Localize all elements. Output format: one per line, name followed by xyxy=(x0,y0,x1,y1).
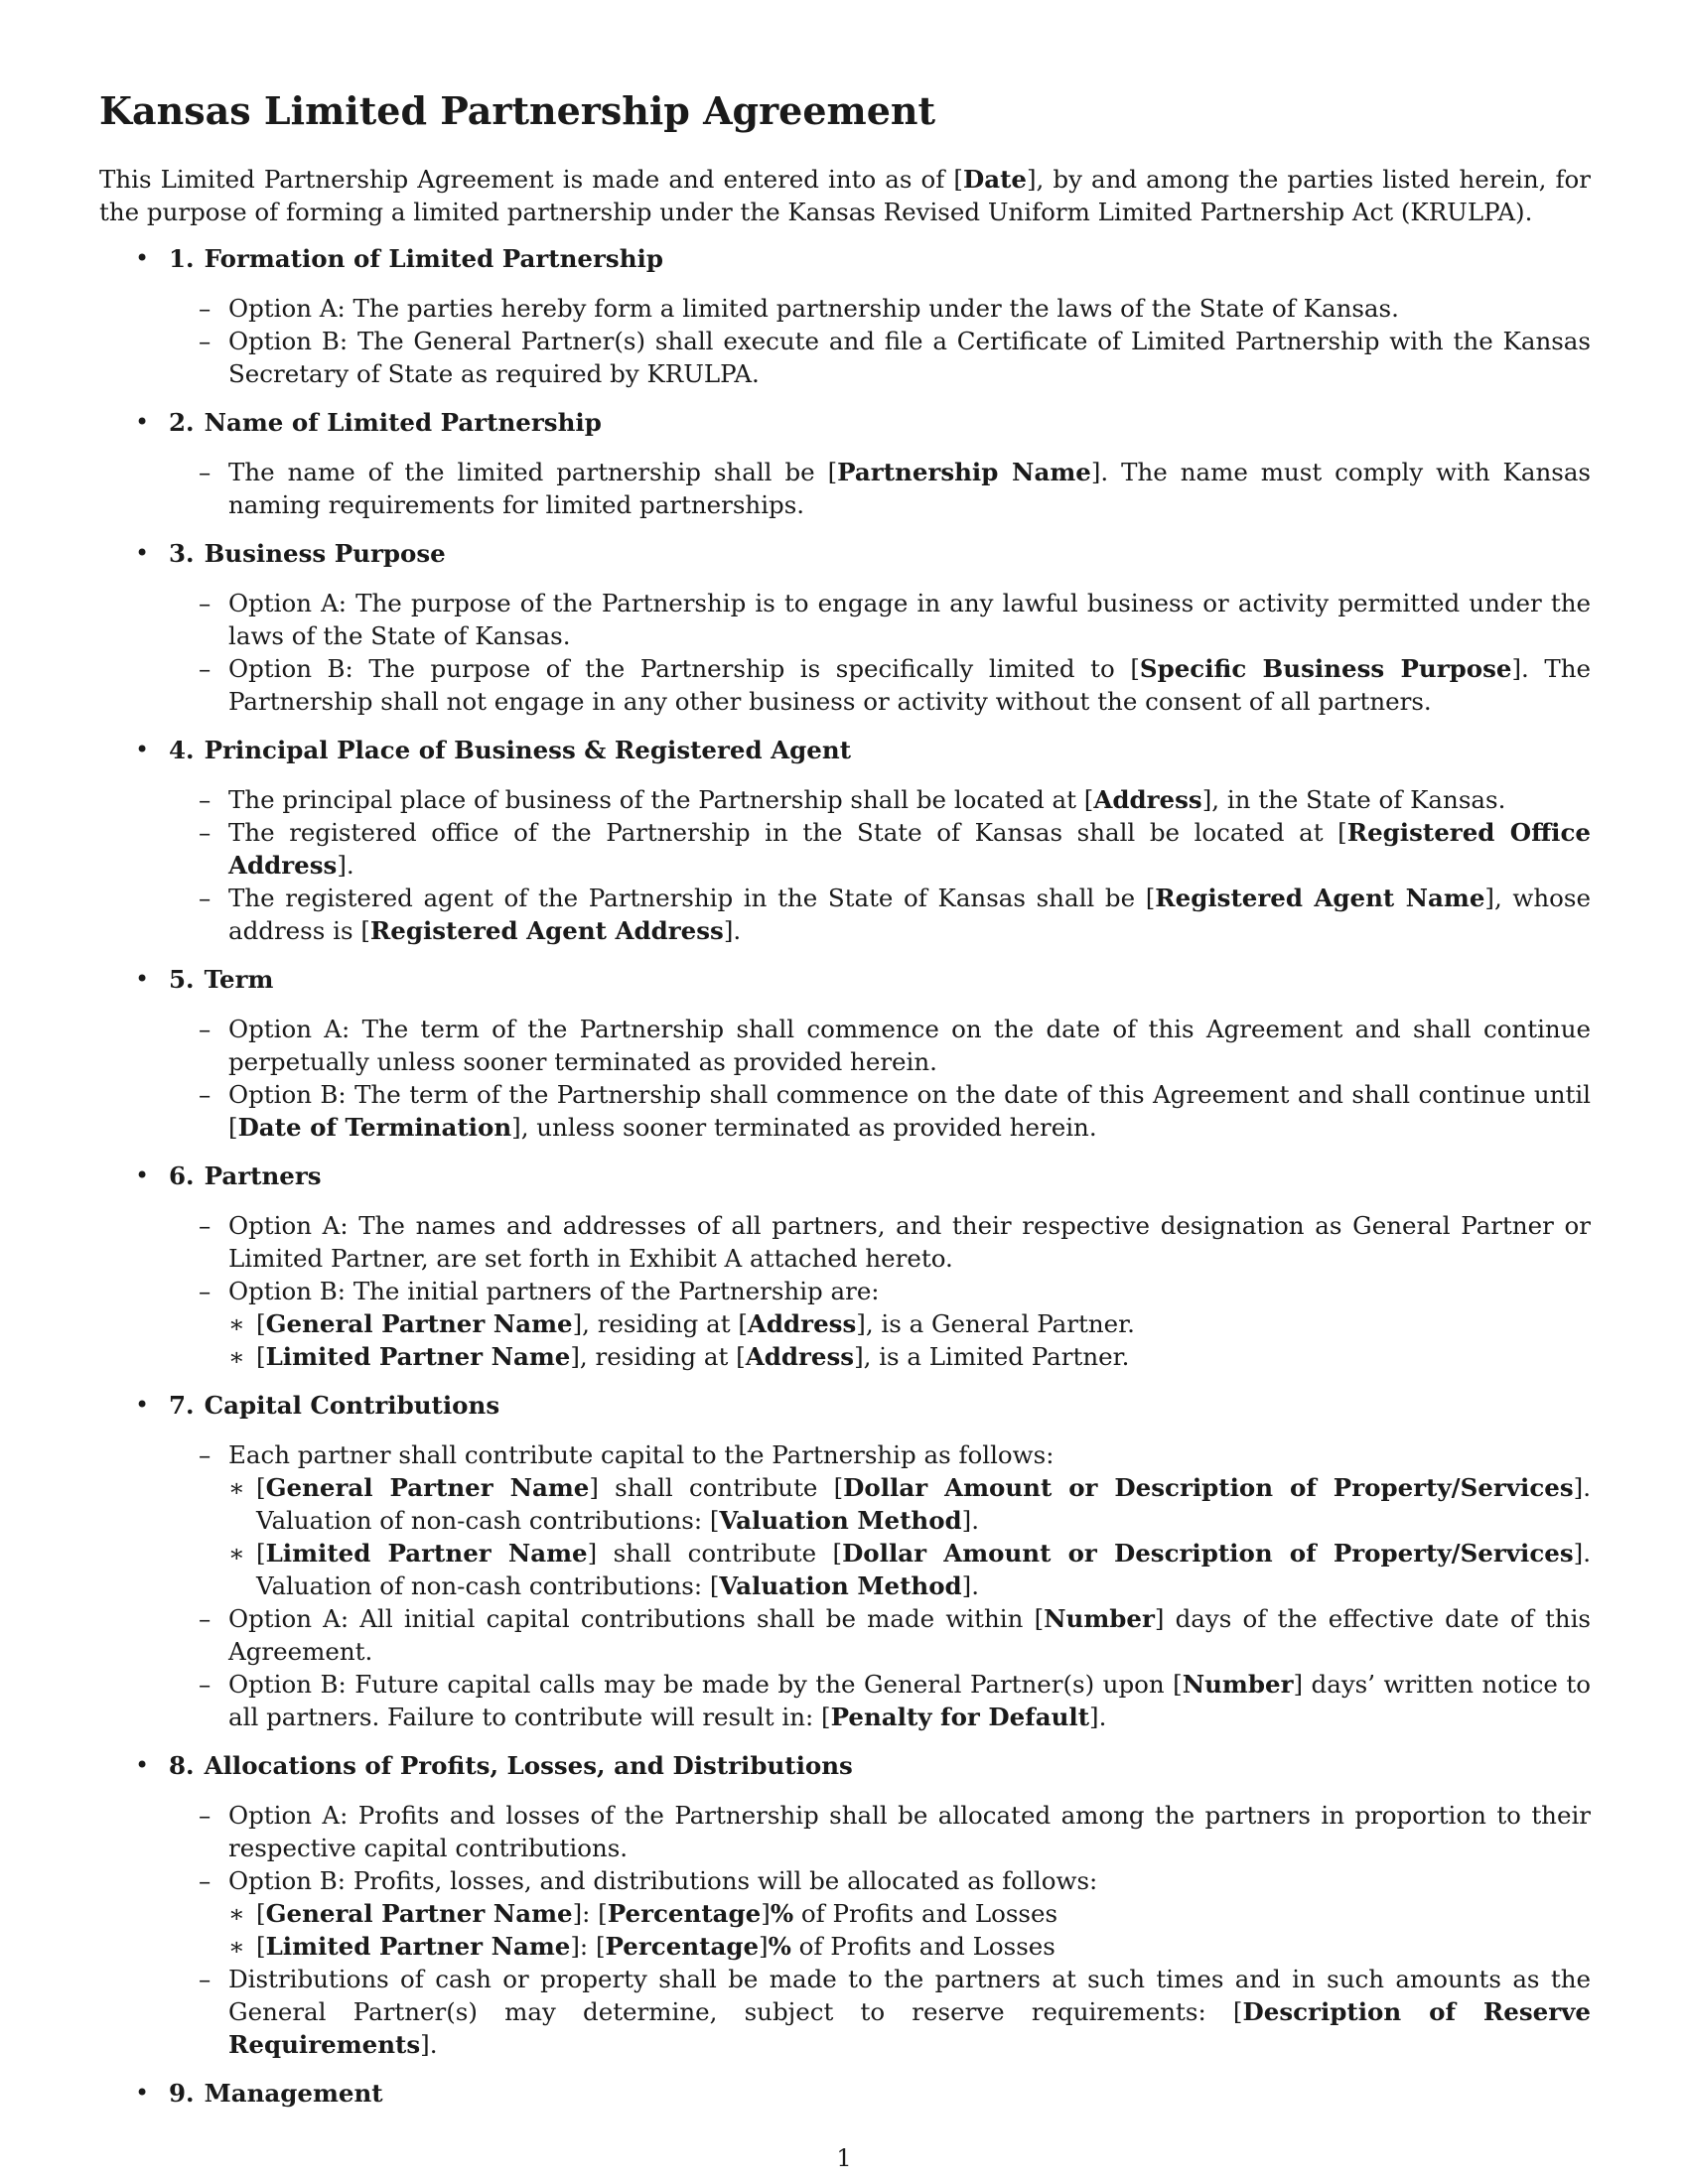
dash-icon: – xyxy=(199,818,211,847)
text-run: Distributions of cash or property shall be made to the partners at such times and in such amounts as the General Partner(s) may determine, subject to reserve requirements: [ xyxy=(228,1965,1591,2026)
placeholder-field: General Partner Name xyxy=(265,1473,590,1502)
bullet-icon: • xyxy=(135,736,150,763)
text-run: ]. xyxy=(961,1506,980,1535)
text-run: Option B: Profits, losses, and distributions will be allocated as follows: xyxy=(228,1866,1098,1895)
text-run: Option A: All initial capital contributions shall be made within [ xyxy=(228,1604,1045,1633)
section-number: 9. xyxy=(169,2079,195,2108)
placeholder-field: General Partner Name xyxy=(265,1309,573,1338)
text-run: ] xyxy=(761,1899,771,1928)
list-item xyxy=(169,1013,1591,1078)
text-run: ], whose address is [ xyxy=(228,884,1591,945)
asterisk-icon: ∗ xyxy=(228,1899,245,1928)
bullet-icon: • xyxy=(135,965,150,993)
section-heading xyxy=(169,537,1591,570)
list-item xyxy=(169,1864,1591,1963)
placeholder-field: % xyxy=(768,1932,791,1961)
item-text xyxy=(228,1604,1591,1666)
text-run: ], unless sooner terminated as provided herein. xyxy=(511,1113,1097,1142)
item-text xyxy=(228,1015,1591,1076)
list-item xyxy=(169,325,1591,390)
list-item xyxy=(169,456,1591,521)
intro-paragraph xyxy=(99,163,1591,228)
placeholder-field: Limited Partner Name xyxy=(265,1539,588,1568)
sub-list-item xyxy=(228,1307,1591,1340)
section-2 xyxy=(99,406,1591,521)
asterisk-icon: ∗ xyxy=(228,1309,245,1338)
section-items xyxy=(169,292,1591,390)
text-run: The principal place of business of the Partnership shall be located at [ xyxy=(228,785,1094,814)
bullet-icon: • xyxy=(135,408,150,436)
asterisk-icon: ∗ xyxy=(228,1473,245,1502)
asterisk-icon: ∗ xyxy=(228,1539,245,1568)
item-text xyxy=(228,1211,1591,1273)
section-number: 1. xyxy=(169,244,195,273)
section-number: 5. xyxy=(169,965,195,994)
section-3 xyxy=(99,537,1591,718)
sub-item-text xyxy=(256,1342,1129,1371)
section-title: Allocations of Profits, Losses, and Distributions xyxy=(204,1751,853,1780)
text-run: ]: [ xyxy=(570,1932,606,1961)
list-item xyxy=(169,1438,1591,1602)
list-item xyxy=(169,652,1591,718)
section-title: Management xyxy=(204,2079,383,2108)
text-run: [ xyxy=(256,1899,266,1928)
section-items xyxy=(169,1209,1591,1373)
document-page xyxy=(99,85,1591,2126)
section-number: 6. xyxy=(169,1161,195,1190)
sub-list xyxy=(228,1471,1591,1602)
list-item xyxy=(169,816,1591,882)
sub-list-item xyxy=(228,1471,1591,1537)
dash-icon: – xyxy=(199,1801,211,1830)
section-title: Capital Contributions xyxy=(204,1391,500,1420)
section-items xyxy=(169,456,1591,521)
list-item xyxy=(169,882,1591,947)
placeholder-field: Date of Termination xyxy=(237,1113,512,1142)
dash-icon: – xyxy=(199,1440,211,1469)
section-items xyxy=(169,783,1591,947)
document-title: Kansas Limited Partnership Agreement xyxy=(99,88,936,133)
text-run: ], residing at [ xyxy=(570,1342,746,1371)
section-number: 7. xyxy=(169,1391,195,1420)
dash-icon: – xyxy=(199,884,211,912)
placeholder-field: Penalty for Default xyxy=(830,1703,1090,1731)
list-item xyxy=(169,783,1591,816)
item-text xyxy=(228,654,1591,716)
text-run: ] shall contribute [ xyxy=(587,1539,843,1568)
section-number: 2. xyxy=(169,408,195,437)
dash-icon: – xyxy=(199,1080,211,1109)
sub-item-text xyxy=(256,1309,1135,1338)
text-run: ]. Valuation of non-cash contributions: [ xyxy=(256,1539,1592,1600)
placeholder-field: Registered Agent Address xyxy=(369,916,724,945)
section-title: Principal Place of Business & Registered Agent xyxy=(204,736,852,764)
item-text xyxy=(228,818,1591,880)
text-run: ] xyxy=(759,1932,769,1961)
section-heading xyxy=(169,1749,1591,1782)
text-run: [ xyxy=(256,1932,266,1961)
list-item xyxy=(169,1963,1591,2061)
text-run: ], residing at [ xyxy=(572,1309,748,1338)
sub-item-text xyxy=(256,1932,1055,1961)
placeholder-field: Specific Business Purpose xyxy=(1139,654,1512,683)
text-run: ]. xyxy=(420,2030,438,2059)
text-run: of Profits and Losses xyxy=(793,1899,1058,1928)
list-item xyxy=(169,292,1591,325)
text-run: Option A: The parties hereby form a limited partnership under the laws of the State of Kansas. xyxy=(228,294,1399,323)
list-item xyxy=(169,1209,1591,1275)
item-text xyxy=(228,1080,1591,1142)
item-text xyxy=(228,1440,1054,1469)
sub-list xyxy=(228,1897,1591,1963)
text-run: ]: [ xyxy=(572,1899,608,1928)
text-run: ]. xyxy=(1089,1703,1107,1731)
item-text xyxy=(228,1277,880,1305)
item-text xyxy=(228,1670,1591,1731)
section-6 xyxy=(99,1160,1591,1373)
section-title: Partners xyxy=(204,1161,322,1190)
text-run: ]. xyxy=(961,1571,980,1600)
text-run: ], by and among the parties listed herein, for the purpose of forming a limited partnership under the Kansas Revised Uniform Limited Partnership Act (KRULPA). xyxy=(99,165,1591,226)
dash-icon: – xyxy=(199,654,211,683)
section-8 xyxy=(99,1749,1591,2061)
section-heading xyxy=(169,242,1591,275)
placeholder-field: Description of Reserve Requirements xyxy=(228,1997,1591,2059)
bullet-icon: • xyxy=(135,1751,150,1779)
dash-icon: – xyxy=(199,1211,211,1240)
placeholder-field: % xyxy=(770,1899,794,1928)
text-run: ]. The name must comply with Kansas naming requirements for limited partnerships. xyxy=(228,458,1592,519)
placeholder-field: Address xyxy=(745,1342,855,1371)
section-4 xyxy=(99,734,1591,947)
sub-list-item xyxy=(228,1340,1591,1373)
placeholder-field: Registered Agent Name xyxy=(1155,884,1485,912)
dash-icon: – xyxy=(199,1604,211,1633)
section-heading xyxy=(169,1160,1591,1192)
sub-item-text xyxy=(256,1539,1591,1600)
list-item xyxy=(169,1078,1591,1144)
text-run: ], in the State of Kansas. xyxy=(1201,785,1506,814)
list-item xyxy=(169,1668,1591,1733)
bullet-icon: • xyxy=(135,244,150,272)
text-run: Option B: The General Partner(s) shall execute and file a Certificate of Limited Partnership with the Kansas Secretary of State as required by KRULPA. xyxy=(228,327,1591,388)
sub-list-item xyxy=(228,1897,1591,1930)
bullet-icon: • xyxy=(135,1391,150,1419)
dash-icon: – xyxy=(199,1015,211,1043)
dash-icon: – xyxy=(199,785,211,814)
text-run: Option A: The names and addresses of all partners, and their respective designation as General Partner or Limited Partner, are set forth in Exhibit A attached hereto. xyxy=(228,1211,1591,1273)
item-text xyxy=(228,458,1591,519)
text-run: ] days’ written notice to all partners. Failure to contribute will result in: [ xyxy=(228,1670,1591,1731)
text-run: Option B: The initial partners of the Partnership are: xyxy=(228,1277,880,1305)
sub-list xyxy=(228,1307,1591,1373)
placeholder-field: Dollar Amount or Description of Property/Services xyxy=(843,1473,1574,1502)
text-run: ] shall contribute [ xyxy=(589,1473,844,1502)
section-list xyxy=(99,242,1591,2110)
text-run: The registered office of the Partnership in the State of Kansas shall be located at [ xyxy=(228,818,1347,847)
list-item xyxy=(169,1602,1591,1668)
section-9 xyxy=(99,2077,1591,2110)
text-run: Option B: The term of the Partnership shall commence on the date of this Agreement and shall continue until [ xyxy=(228,1080,1591,1142)
placeholder-field: Valuation Method xyxy=(719,1506,962,1535)
text-run: [ xyxy=(256,1473,266,1502)
placeholder-field: Percentage xyxy=(605,1932,760,1961)
text-run: The registered agent of the Partnership in the State of Kansas shall be [ xyxy=(228,884,1156,912)
text-run: This Limited Partnership Agreement is made and entered into as of xyxy=(99,165,954,194)
section-items xyxy=(169,587,1591,718)
sub-item-text xyxy=(256,1473,1591,1535)
placeholder-field: Address xyxy=(747,1309,857,1338)
asterisk-icon: ∗ xyxy=(228,1932,245,1961)
text-run: Option B: The purpose of the Partnership is specifically limited to [ xyxy=(228,654,1140,683)
text-run: of Profits and Losses xyxy=(790,1932,1055,1961)
text-run: ]. Valuation of non-cash contributions: [ xyxy=(256,1473,1592,1535)
section-items xyxy=(169,1438,1591,1733)
dash-icon: – xyxy=(199,1965,211,1993)
item-text xyxy=(228,1965,1591,2059)
text-run: [ xyxy=(256,1539,266,1568)
asterisk-icon: ∗ xyxy=(228,1342,245,1371)
sub-list-item xyxy=(228,1537,1591,1602)
list-item xyxy=(169,587,1591,652)
text-run: Option B: Future capital calls may be made by the General Partner(s) upon [ xyxy=(228,1670,1183,1699)
item-text xyxy=(228,327,1591,388)
item-text xyxy=(228,1866,1097,1895)
placeholder-field: Limited Partner Name xyxy=(265,1342,571,1371)
placeholder-field: Date xyxy=(962,165,1027,194)
section-number: 8. xyxy=(169,1751,195,1780)
section-title: Business Purpose xyxy=(204,539,446,568)
text-run: ]. The Partnership shall not engage in any other business or activity without the consent of all partners. xyxy=(228,654,1591,716)
text-run: [ xyxy=(256,1342,266,1371)
placeholder-field: Registered Office Address xyxy=(228,818,1591,880)
text-run: [ xyxy=(953,165,963,194)
text-run: [ xyxy=(256,1309,266,1338)
section-1 xyxy=(99,242,1591,390)
text-run: Option A: The purpose of the Partnership is to engage in any lawful business or activity permitted under the laws of the State of Kansas. xyxy=(228,589,1591,650)
placeholder-field: Address xyxy=(1093,785,1202,814)
dash-icon: – xyxy=(199,458,211,486)
sub-item-text xyxy=(256,1899,1057,1928)
text-run: ]. xyxy=(337,851,354,880)
text-run: Each partner shall contribute capital to the Partnership as follows: xyxy=(228,1440,1055,1469)
item-text xyxy=(228,785,1505,814)
section-title: Name of Limited Partnership xyxy=(204,408,602,437)
section-title: Term xyxy=(204,965,274,994)
section-number: 4. xyxy=(169,736,195,764)
text-run: The name of the limited partnership shall be [ xyxy=(228,458,838,486)
section-number: 3. xyxy=(169,539,195,568)
dash-icon: – xyxy=(199,327,211,355)
section-items xyxy=(169,1799,1591,2061)
section-title: Formation of Limited Partnership xyxy=(204,244,663,273)
item-text xyxy=(228,884,1591,945)
text-run: ], is a Limited Partner. xyxy=(854,1342,1130,1371)
item-text xyxy=(228,589,1591,650)
text-run: Option A: The term of the Partnership shall commence on the date of this Agreement and shall continue perpetually unless sooner terminated as provided herein. xyxy=(228,1015,1591,1076)
placeholder-field: General Partner Name xyxy=(265,1899,573,1928)
placeholder-field: Partnership Name xyxy=(837,458,1091,486)
bullet-icon: • xyxy=(135,539,150,567)
list-item xyxy=(169,1275,1591,1373)
section-items xyxy=(169,1013,1591,1144)
section-heading xyxy=(169,963,1591,996)
dash-icon: – xyxy=(199,1670,211,1699)
text-run: ] days of the effective date of this Agreement. xyxy=(228,1604,1591,1666)
dash-icon: – xyxy=(199,1866,211,1895)
text-run: ]. xyxy=(723,916,742,945)
placeholder-field: Dollar Amount or Description of Property/Services xyxy=(842,1539,1574,1568)
dash-icon: – xyxy=(199,1277,211,1305)
item-text xyxy=(228,294,1399,323)
dash-icon: – xyxy=(199,294,211,323)
section-heading xyxy=(169,406,1591,439)
placeholder-field: Valuation Method xyxy=(719,1571,962,1600)
text-run: Option A: Profits and losses of the Partnership shall be allocated among the partners in proportion to their respective capital contributions. xyxy=(228,1801,1591,1862)
bullet-icon: • xyxy=(135,1161,150,1189)
sub-list-item xyxy=(228,1930,1591,1963)
section-heading xyxy=(169,734,1591,766)
placeholder-field: Number xyxy=(1044,1604,1155,1633)
section-5 xyxy=(99,963,1591,1144)
dash-icon: – xyxy=(199,589,211,617)
placeholder-field: Limited Partner Name xyxy=(265,1932,571,1961)
section-7 xyxy=(99,1389,1591,1733)
section-heading xyxy=(169,1389,1591,1422)
text-run: ], is a General Partner. xyxy=(856,1309,1135,1338)
page-number: 1 xyxy=(836,2144,852,2172)
placeholder-field: Percentage xyxy=(607,1899,762,1928)
list-item xyxy=(169,1799,1591,1864)
placeholder-field: Number xyxy=(1182,1670,1294,1699)
bullet-icon: • xyxy=(135,2079,150,2107)
section-heading xyxy=(169,2077,1591,2110)
item-text xyxy=(228,1801,1591,1862)
